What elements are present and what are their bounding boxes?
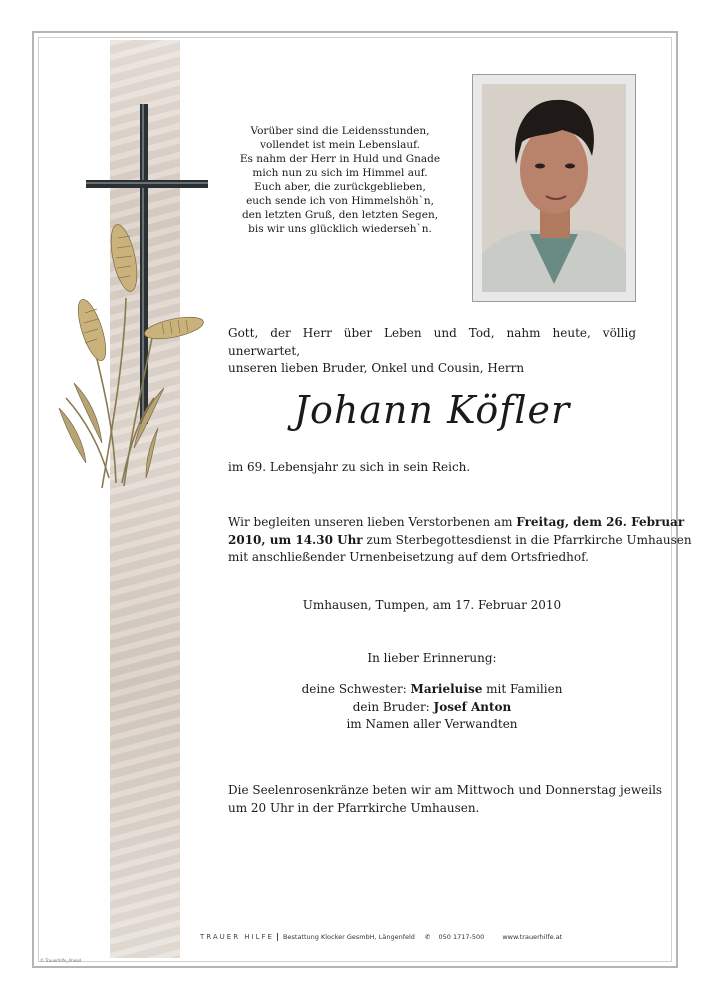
rosary-line-2: um 20 Uhr in der Pfarrkirche Umhausen. <box>228 800 480 815</box>
intro-line-2: unseren lieben Bruder, Onkel und Cousin, Herrn <box>228 361 525 375</box>
portrait-frame <box>472 74 636 302</box>
ceremony-text-2: zum Sterbegottesdienst in die Pfarrkirche Umhausen <box>362 532 692 547</box>
poem-line: Vorüber sind die Leidensstunden, <box>250 125 430 137</box>
brother-prefix: dein Bruder: <box>352 699 434 714</box>
portrait-photo <box>482 84 626 292</box>
poem-line: Es nahm der Herr in Huld und Gnade <box>239 153 441 165</box>
place-date: Umhausen, Tumpen, am 17. Februar 2010 <box>302 598 562 612</box>
poem-line: mich nun zu sich im Himmel auf. <box>252 167 428 179</box>
ceremony-time: 2010, um 14.30 Uhr <box>228 532 363 547</box>
ceremony-text-1: Wir begleiten unseren lieben Verstorbenen am <box>228 515 517 529</box>
intro-line-1: Gott, der Herr über Leben und Tod, nahm heute, völlig unerwartet, <box>228 326 636 358</box>
footer <box>200 933 660 941</box>
poem-line: euch sende ich von Himmelshöh`n, <box>246 195 434 207</box>
rosary-text <box>228 782 663 817</box>
cross-wheat-icon <box>54 98 214 498</box>
sister-prefix: deine Schwester: <box>301 682 411 696</box>
brother-name: Josef Anton <box>433 699 512 714</box>
phone-icon: ✆ <box>425 933 431 941</box>
poem-line: Euch aber, die zurückgeblieben, <box>254 181 426 193</box>
poem-line: den letzten Gruß, den letzten Segen, <box>241 209 439 221</box>
footer-company: Bestattung Klocker GesmbH, Längenfeld <box>283 933 415 941</box>
portrait-figure <box>482 84 626 292</box>
copyright-note: © Trauerhilfe_Ahead <box>40 958 82 963</box>
footer-phone <box>425 933 492 941</box>
memory-heading: In lieber Erinnerung: <box>367 651 497 665</box>
family-list <box>228 681 636 734</box>
sister-suffix: mit Familien <box>482 682 563 696</box>
poem-line: vollendet ist mein Lebenslauf. <box>260 139 420 151</box>
deceased-name: Johann Köfler <box>293 388 571 432</box>
intro-text <box>228 325 636 378</box>
age-line: im 69. Lebensjahr zu sich in sein Reich. <box>228 460 471 474</box>
relatives-line: im Namen aller Verwandten <box>346 717 518 731</box>
footer-phone-number: 050 1717-500 <box>438 933 485 941</box>
trauerhilfe-logo: TRAUER HILFE <box>200 933 278 941</box>
poem <box>228 124 452 236</box>
ceremony-text <box>228 514 692 567</box>
footer-web: www.trauerhilfe.at <box>502 933 563 941</box>
ceremony-date: Freitag, dem 26. Februar <box>516 515 685 529</box>
sister-name: Marieluise <box>410 682 483 696</box>
poem-line: bis wir uns glücklich wiederseh`n. <box>248 223 432 235</box>
rosary-line-1: Die Seelenrosenkränze beten wir am Mittwoch und Donnerstag jeweils <box>228 783 663 797</box>
ceremony-text-3: mit anschließender Urnenbeisetzung auf dem Ortsfriedhof. <box>228 550 589 564</box>
